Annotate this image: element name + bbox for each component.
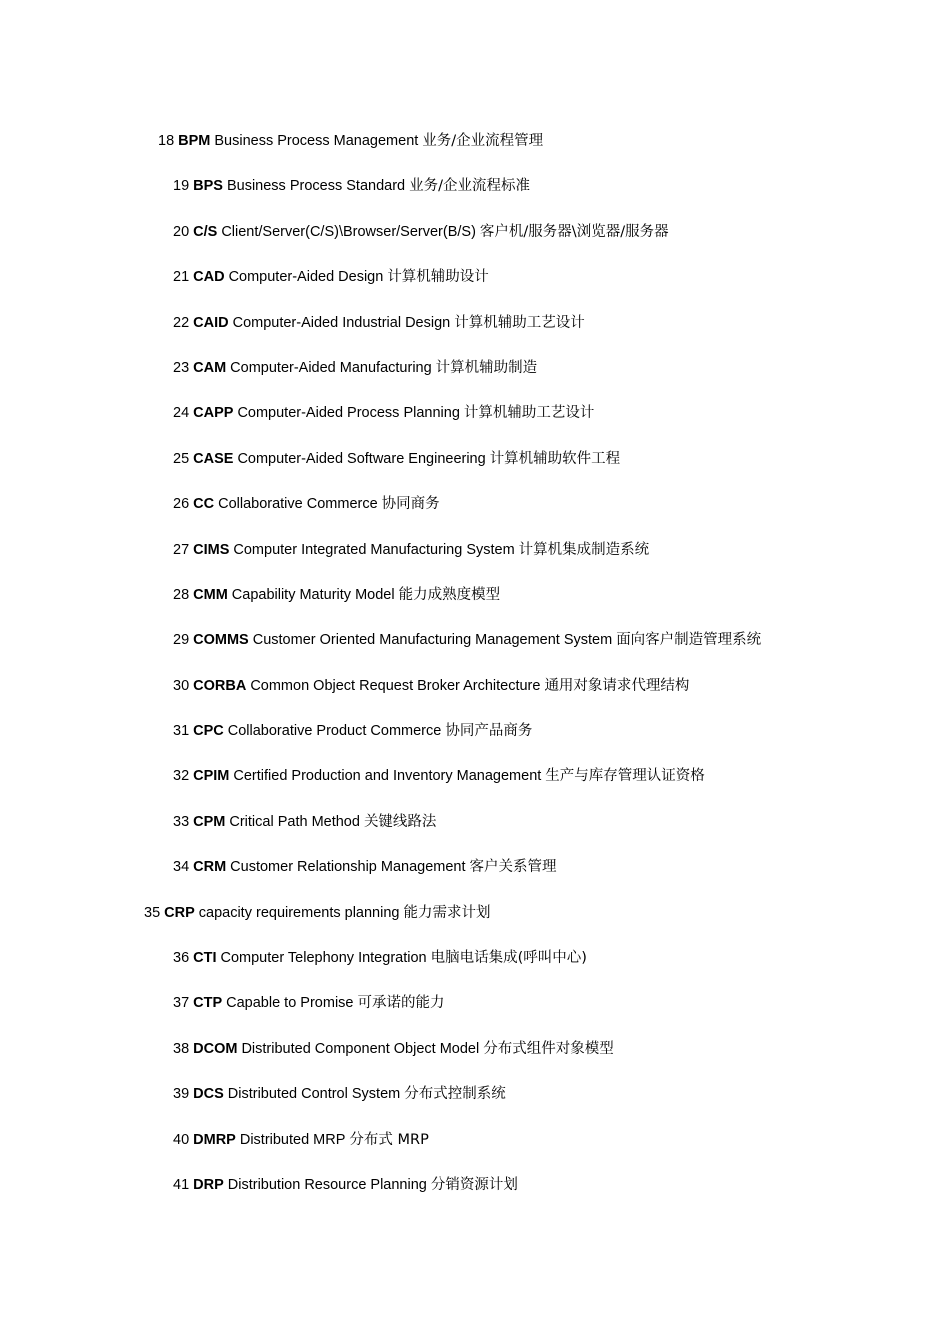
entry-number: 28 bbox=[173, 586, 190, 603]
entry-number: 34 bbox=[173, 859, 190, 876]
entry-abbreviation: DMRP bbox=[193, 1131, 236, 1148]
entry-chinese-term: 能力需求计划 bbox=[403, 904, 491, 921]
entry-abbreviation: DCOM bbox=[193, 1040, 238, 1057]
entry-chinese-term: 电脑电话集成(呼叫中心) bbox=[430, 950, 587, 967]
entry-chinese-term: 客户关系管理 bbox=[469, 859, 557, 876]
entry-chinese-term: 分布式 MRP bbox=[349, 1131, 429, 1148]
glossary-entry bbox=[0, 945, 950, 990]
entry-english-term: Customer Relationship Management bbox=[230, 859, 466, 876]
entry-chinese-term: 分布式控制系统 bbox=[404, 1086, 506, 1103]
entry-english-term: capacity requirements planning bbox=[198, 904, 400, 921]
glossary-entry bbox=[0, 763, 950, 808]
entry-number: 27 bbox=[173, 541, 190, 558]
entry-chinese-term: 计算机辅助工艺设计 bbox=[454, 314, 585, 331]
entry-english-term: Computer-Aided Design bbox=[228, 269, 384, 286]
entry-english-term: Distributed Component Object Model bbox=[241, 1040, 480, 1057]
entry-abbreviation: CORBA bbox=[193, 677, 247, 694]
entry-abbreviation: DRP bbox=[193, 1176, 224, 1193]
entry-abbreviation: CTI bbox=[193, 950, 217, 967]
entry-english-term: Customer Oriented Manufacturing Management System bbox=[252, 632, 613, 649]
entry-chinese-term: 客户机/服务器\浏览器/服务器 bbox=[479, 223, 669, 240]
entry-abbreviation: CRP bbox=[164, 904, 195, 921]
entry-number: 40 bbox=[173, 1131, 190, 1148]
entry-abbreviation: CPC bbox=[193, 723, 224, 740]
glossary-entry bbox=[0, 854, 950, 899]
entry-chinese-term: 计算机辅助设计 bbox=[387, 269, 489, 286]
entry-abbreviation: CAID bbox=[193, 314, 229, 331]
glossary-entry bbox=[0, 900, 950, 945]
entry-english-term: Distributed Control System bbox=[227, 1086, 401, 1103]
entry-english-term: Computer-Aided Software Engineering bbox=[237, 450, 486, 467]
glossary-entry bbox=[0, 582, 950, 627]
entry-number: 25 bbox=[173, 450, 190, 467]
entry-number: 32 bbox=[173, 768, 190, 785]
entry-number: 30 bbox=[173, 677, 190, 694]
entry-chinese-term: 分销资源计划 bbox=[430, 1176, 518, 1193]
entry-number: 26 bbox=[173, 496, 190, 513]
entry-english-term: Computer Telephony Integration bbox=[220, 950, 427, 967]
entry-english-term: Critical Path Method bbox=[229, 813, 360, 830]
entry-abbreviation: COMMS bbox=[193, 632, 249, 649]
entry-number: 36 bbox=[173, 950, 190, 967]
entry-number: 22 bbox=[173, 314, 190, 331]
glossary-entry bbox=[0, 128, 950, 173]
entry-abbreviation: CIMS bbox=[193, 541, 230, 558]
entry-english-term: Common Object Request Broker Architecture bbox=[250, 677, 541, 694]
entry-english-term: Capability Maturity Model bbox=[231, 586, 395, 603]
entry-abbreviation: CTP bbox=[193, 995, 223, 1012]
glossary-entry bbox=[0, 1127, 950, 1172]
glossary-entry bbox=[0, 173, 950, 218]
glossary-entry bbox=[0, 627, 950, 672]
entry-english-term: Business Process Standard bbox=[226, 178, 406, 195]
entry-english-term: Computer-Aided Industrial Design bbox=[232, 314, 451, 331]
glossary-entry bbox=[0, 446, 950, 491]
entry-english-term: Computer Integrated Manufacturing System bbox=[233, 541, 515, 558]
glossary-entry bbox=[0, 355, 950, 400]
entry-abbreviation: CMM bbox=[193, 586, 228, 603]
entry-chinese-term: 关键线路法 bbox=[363, 813, 437, 830]
entry-chinese-term: 计算机辅助工艺设计 bbox=[463, 405, 595, 422]
entry-number: 41 bbox=[173, 1176, 190, 1193]
entry-abbreviation: C/S bbox=[193, 223, 218, 240]
glossary-list bbox=[0, 128, 950, 1217]
entry-chinese-term: 业务/企业流程标准 bbox=[409, 178, 530, 195]
entry-english-term: Collaborative Commerce bbox=[218, 496, 378, 513]
entry-abbreviation: CAPP bbox=[193, 405, 234, 422]
entry-chinese-term: 生产与库存管理认证资格 bbox=[545, 768, 705, 785]
glossary-entry bbox=[0, 1172, 950, 1217]
entry-abbreviation: CAM bbox=[193, 359, 227, 376]
entry-chinese-term: 面向客户制造管理系统 bbox=[616, 632, 762, 649]
entry-number: 24 bbox=[173, 405, 190, 422]
glossary-entry bbox=[0, 1081, 950, 1126]
entry-abbreviation: DCS bbox=[193, 1086, 224, 1103]
entry-abbreviation: BPM bbox=[178, 133, 211, 149]
entry-abbreviation: CPM bbox=[193, 813, 226, 830]
entry-abbreviation: CASE bbox=[193, 450, 234, 467]
entry-chinese-term: 计算机集成制造系统 bbox=[518, 541, 650, 558]
glossary-entry bbox=[0, 537, 950, 582]
entry-number: 39 bbox=[173, 1086, 190, 1103]
entry-english-term: Capable to Promise bbox=[226, 995, 354, 1012]
glossary-entry bbox=[0, 673, 950, 718]
entry-chinese-term: 可承诺的能力 bbox=[357, 995, 445, 1012]
entry-english-term: Computer-Aided Process Planning bbox=[237, 405, 460, 422]
entry-english-term: Distributed MRP bbox=[239, 1131, 346, 1148]
entry-number: 19 bbox=[173, 178, 190, 195]
entry-number: 20 bbox=[173, 223, 190, 240]
entry-number: 38 bbox=[173, 1040, 190, 1057]
entry-chinese-term: 计算机辅助软件工程 bbox=[489, 450, 621, 467]
entry-chinese-term: 通用对象请求代理结构 bbox=[544, 677, 690, 694]
entry-english-term: Collaborative Product Commerce bbox=[227, 723, 442, 740]
entry-number: 35 bbox=[144, 904, 161, 921]
glossary-entry bbox=[0, 718, 950, 763]
glossary-entry bbox=[0, 264, 950, 309]
entry-abbreviation: CPIM bbox=[193, 768, 230, 785]
entry-number: 18 bbox=[158, 133, 175, 149]
glossary-entry bbox=[0, 400, 950, 445]
entry-abbreviation: CAD bbox=[193, 269, 225, 286]
glossary-entry bbox=[0, 990, 950, 1035]
entry-chinese-term: 能力成熟度模型 bbox=[398, 586, 501, 603]
entry-chinese-term: 协同产品商务 bbox=[445, 723, 533, 740]
entry-number: 33 bbox=[173, 813, 190, 830]
glossary-entry bbox=[0, 310, 950, 355]
entry-abbreviation: CRM bbox=[193, 859, 227, 876]
entry-english-term: Business Process Management bbox=[214, 133, 419, 149]
entry-number: 31 bbox=[173, 723, 190, 740]
glossary-entry bbox=[0, 1036, 950, 1081]
entry-number: 37 bbox=[173, 995, 190, 1012]
entry-number: 23 bbox=[173, 359, 190, 376]
entry-abbreviation: CC bbox=[193, 496, 215, 513]
glossary-entry bbox=[0, 809, 950, 854]
entry-english-term: Computer-Aided Manufacturing bbox=[230, 359, 432, 376]
entry-number: 21 bbox=[173, 269, 190, 286]
glossary-entry bbox=[0, 491, 950, 536]
entry-chinese-term: 分布式组件对象模型 bbox=[483, 1040, 614, 1057]
entry-chinese-term: 协同商务 bbox=[381, 496, 440, 513]
entry-chinese-term: 计算机辅助制造 bbox=[435, 359, 538, 376]
entry-english-term: Certified Production and Inventory Management bbox=[233, 768, 542, 785]
entry-abbreviation: BPS bbox=[193, 178, 223, 195]
entry-number: 29 bbox=[173, 632, 190, 649]
entry-chinese-term: 业务/企业流程管理 bbox=[422, 133, 544, 149]
glossary-entry bbox=[0, 219, 950, 264]
entry-english-term: Client/Server(C/S)\Browser/Server(B/S) bbox=[221, 223, 476, 240]
entry-english-term: Distribution Resource Planning bbox=[227, 1176, 427, 1193]
